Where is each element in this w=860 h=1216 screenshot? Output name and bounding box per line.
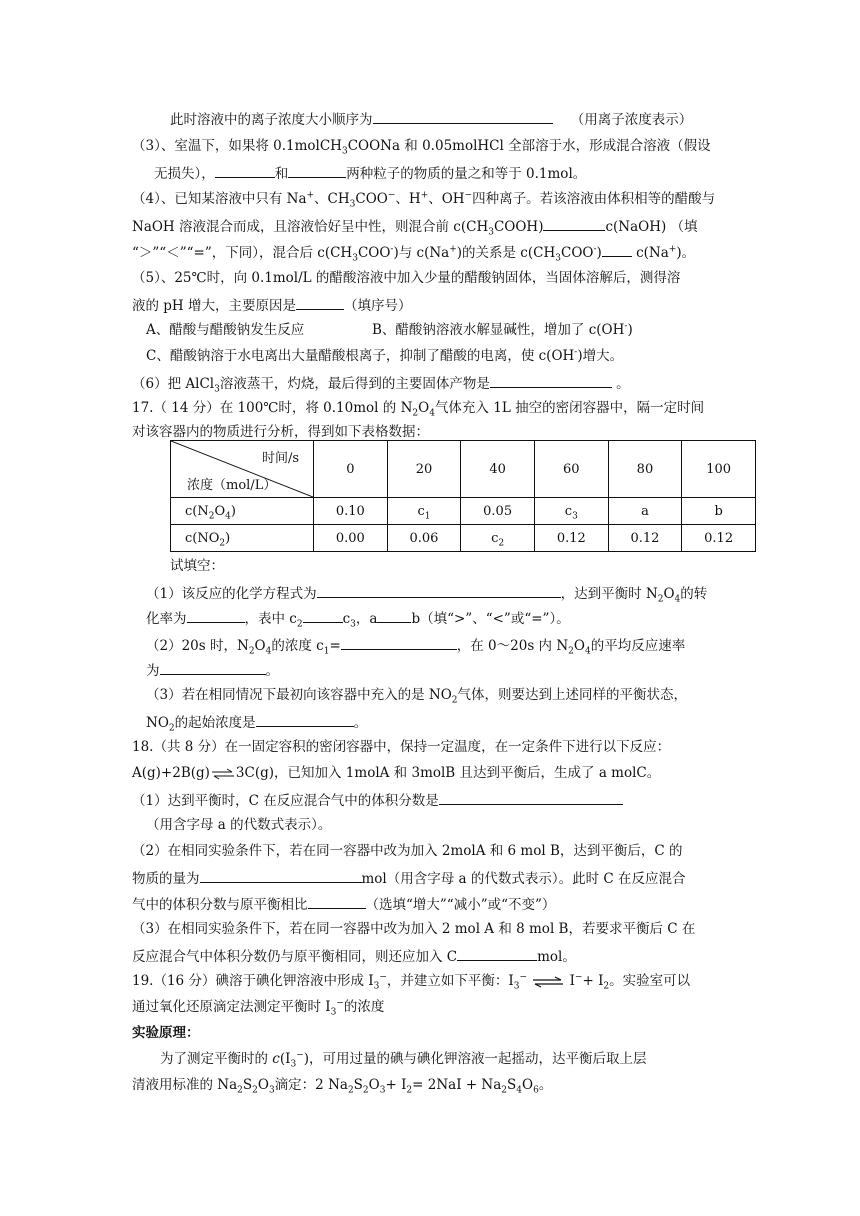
problem-17-line1 (132, 398, 704, 418)
q18-2-line1 (132, 841, 683, 861)
subscript: 2 (568, 646, 574, 657)
superscript: − (379, 972, 387, 983)
equilibrium-arrow-icon (531, 976, 565, 988)
subscript: 4 (429, 408, 435, 419)
subscript: 3 (349, 199, 356, 210)
answer-blank[interactable] (317, 582, 561, 598)
text: 为了测定平衡时的 (160, 1051, 273, 1067)
table-cell: 0.06 (387, 525, 461, 552)
subscript: 4 (225, 511, 231, 522)
text: mol。 (537, 949, 576, 965)
question-4-line1 (132, 189, 715, 209)
subscript: 2 (248, 646, 255, 657)
text: 滴定：2 Na (274, 1077, 348, 1093)
text: = 2NaI + Na (412, 1077, 502, 1093)
superscript: + (668, 244, 677, 255)
text: ) (596, 245, 602, 261)
text: 气体充入 1L 抽空的密闭容器中，隔一定时间 (434, 400, 705, 416)
subscript: 3 (513, 981, 520, 992)
text: b（填“>”、“<”或“=”）。 (411, 611, 570, 627)
text: （1）达到平衡时，C 在反应混合气中的体积分数是 (132, 793, 439, 809)
text: ，a (355, 611, 378, 627)
superscript: − (336, 998, 344, 1009)
q18-3-line1 (132, 919, 695, 939)
q18-2-line2 (132, 867, 686, 889)
text: （2）在相同实验条件下，若在同一容器中改为加入 2molA 和 6 mol B，达到平衡后，C 的 (132, 843, 683, 859)
principle-line1 (160, 1049, 647, 1069)
table-cell: $c_1$ (387, 498, 461, 525)
subscript: 3 (373, 981, 380, 992)
subscript: 3 (330, 1007, 337, 1018)
subscript: 2 (412, 408, 419, 419)
text: 反应混合气中体积分数仍与原平衡相同，则还应加入 C (132, 949, 458, 965)
question-5-line1 (132, 268, 680, 288)
text: 3C(g)，已知加入 1molA 和 3molB 且达到平衡后，生成了 a molC。 (235, 765, 661, 781)
subscript: 2 (603, 981, 610, 992)
text: mol（用含字母 a 的代数式表示）。此时 C 在反应混合 (361, 871, 686, 887)
problem-18-line2 (132, 763, 660, 783)
text: 和 (274, 166, 289, 182)
text: 四种离子。若该溶液由体积相等的醋酸与 (472, 191, 716, 207)
text: 无损失）， (154, 166, 215, 182)
text: S (353, 1077, 363, 1093)
option-b (372, 320, 633, 340)
corner-time-label: 时间/s (261, 451, 299, 466)
answer-blank[interactable] (303, 607, 343, 623)
subscript: 2 (406, 1085, 413, 1096)
text: ，在 0～20s 内 N (456, 638, 569, 654)
text: “＞”“＜”“=”，下同），混合后 c(CH (132, 245, 353, 261)
text: （6）把 AlCl (132, 376, 215, 392)
text: )与 c(Na (393, 245, 450, 261)
subscript: 3 (555, 253, 561, 264)
subscript: 2 (168, 723, 175, 734)
time-header: 100 (682, 441, 756, 498)
text: （5）、25℃时，向 0.1mol/L 的醋酸溶液中加入少量的醋酸钠固体，当固体溶解后，测得溶 (132, 270, 681, 286)
text: 。 (616, 376, 630, 392)
answer-blank[interactable] (256, 711, 354, 727)
text: 气中的体积分数与原平衡相比 (132, 897, 308, 913)
text: ) (230, 503, 236, 519)
text: 溶液蒸干，灼烧，最后得到的主要固体产物是 (219, 376, 490, 392)
text: A(g)+2B(g) (132, 765, 210, 781)
text: （2）20s 时，N (146, 638, 249, 654)
text: COO (357, 245, 391, 261)
text: ，达到平衡时 N (560, 586, 658, 602)
text: O (214, 503, 226, 519)
time-header: 0 (314, 441, 388, 498)
text: NaOH 溶液混合而成，且溶液恰好呈中性，则混合前 c(CH (132, 219, 489, 235)
subscript: 2 (501, 1085, 508, 1096)
superscript: - (390, 244, 394, 255)
principle-line2 (132, 1075, 552, 1095)
text: 的浓度 c (271, 638, 324, 654)
subscript: 3 (352, 253, 358, 264)
q17-1-line2 (146, 607, 570, 629)
text: 的起始浓度是 (174, 715, 256, 731)
text: 。 (265, 663, 279, 679)
text: ) (225, 530, 231, 546)
text: COO (355, 191, 388, 207)
row-label-no2 (171, 525, 314, 552)
text: + I (582, 973, 604, 989)
q18-1-line2 (146, 815, 331, 835)
option-a (146, 320, 304, 340)
subscript: 2 (498, 538, 505, 549)
question-4-line3 (132, 241, 695, 263)
subscript: 2 (219, 538, 226, 549)
superscript: − (464, 190, 473, 201)
text: 此时溶液中的离子浓度大小顺序为 (170, 112, 373, 128)
subscript: 6 (533, 1085, 539, 1096)
text: 化率为 (146, 611, 187, 627)
text: （选填“增大”“减小”或“不变”） (365, 897, 556, 913)
corner-conc-label: 浓度（mol/L） (187, 478, 277, 493)
q2-continuation (170, 108, 692, 130)
text: = (329, 638, 341, 654)
text: 物质的量为 (132, 871, 200, 887)
table-row (171, 525, 756, 552)
text: 的转 (680, 586, 708, 602)
subscript: 3 (341, 146, 348, 157)
text: (I (279, 1051, 291, 1067)
text: O (573, 638, 585, 654)
table-cell: a (608, 498, 682, 525)
table-row (171, 498, 756, 525)
time-header: 60 (534, 441, 608, 498)
subscript: 4 (584, 646, 591, 657)
text: c(NaOH) （填 (605, 219, 698, 235)
question-6 (132, 372, 630, 394)
row-label-n2o4 (171, 498, 314, 525)
text: c(N (185, 503, 209, 519)
text: S (242, 1077, 253, 1093)
subscript: 3 (572, 511, 578, 522)
subscript: 3 (350, 619, 356, 630)
text: （4）、已知某溶液中只有 Na (132, 191, 307, 207)
subscript: 3 (379, 1085, 386, 1096)
text: 、CH (314, 191, 350, 207)
problem-17-line2 (132, 422, 429, 442)
subscript: 1 (424, 511, 431, 522)
time-header: 40 (461, 441, 535, 498)
subscript: 2 (347, 1085, 354, 1096)
table-cell: 0.12 (534, 525, 608, 552)
answer-blank[interactable] (296, 294, 344, 310)
text: O (418, 400, 430, 416)
subscript: 2 (451, 695, 458, 706)
text: COO (560, 245, 594, 261)
text: 、H (395, 191, 421, 207)
subscript: 2 (208, 511, 215, 522)
try-fill (170, 556, 224, 576)
subscript: 2 (657, 594, 664, 605)
text: 18.（共 8 分）在一固定容积的密闭容器中，保持一定温度，在一定条件下进行以下反应： (132, 739, 671, 755)
superscript: - (624, 321, 628, 332)
table-header-row (171, 441, 756, 498)
table-cell: $c_2$ (461, 525, 535, 552)
text: B、醋酸钠溶液水解显碱性，增加了 c(OH (372, 322, 625, 338)
subscript: 3 (214, 384, 220, 395)
superscript: − (519, 972, 527, 983)
subscript: 4 (516, 1085, 523, 1096)
text: （用离子浓度表示） (570, 112, 693, 128)
option-c (146, 346, 623, 366)
text: 为 (146, 663, 160, 679)
superscript: − (296, 1050, 304, 1061)
table-cell: 0.05 (461, 498, 535, 525)
superscript: - (574, 347, 578, 358)
text: O (254, 638, 266, 654)
subscript: 2 (237, 1085, 243, 1096)
text: ，表中 c (244, 611, 297, 627)
text: C、醋酸钠溶于水电离出大量醋酸根离子，抑制了醋酸的电离，使 c(OH (146, 348, 575, 364)
text: c(Na (636, 245, 669, 261)
text: O (663, 586, 675, 602)
text: c (342, 611, 351, 627)
answer-blank[interactable] (200, 867, 362, 883)
superscript: + (420, 190, 429, 201)
q18-1-line1 (132, 789, 623, 811)
text: c (272, 1051, 280, 1067)
text: 。实验室可以 (609, 973, 691, 989)
text: NO (146, 715, 169, 731)
text: A、醋酸与醋酸钠发生反应 (146, 322, 305, 338)
superscript: + (449, 244, 457, 255)
text: )。 (676, 245, 696, 261)
text: ) (627, 322, 633, 338)
text: 的浓度 (343, 999, 385, 1015)
table-cell: 0.12 (608, 525, 682, 552)
text: ，并建立如下平衡：I (386, 973, 514, 989)
answer-blank[interactable] (288, 162, 346, 178)
table-corner-cell (171, 441, 314, 498)
text: 。 (353, 715, 368, 731)
answer-blank[interactable] (439, 789, 623, 805)
text: 试填空： (170, 558, 224, 574)
superscript: + (306, 190, 315, 201)
text: （填序号） (344, 298, 412, 314)
text: 液的 pH 增大，主要原因是 (132, 298, 296, 314)
answer-blank[interactable] (373, 108, 553, 124)
subscript: 4 (265, 646, 272, 657)
text: 通过氧化还原滴定法测定平衡时 I (132, 999, 331, 1015)
table-cell: 0.10 (314, 498, 388, 525)
text: COOH) (493, 219, 544, 235)
text: 气体，则要达到上述同样的平衡状态， (457, 687, 687, 703)
answer-blank[interactable] (160, 659, 266, 675)
text: （3）、室温下，如果将 0.1molCH (132, 138, 342, 154)
problem-19-line1 (132, 971, 690, 991)
q18-3-line2 (132, 945, 576, 967)
concentration-table (170, 440, 756, 552)
text: 的平均反应速率 (590, 638, 686, 654)
q17-1-line1 (146, 582, 707, 604)
question-3-line2 (154, 162, 586, 184)
text: O (257, 1077, 269, 1093)
question-3-line1 (132, 136, 711, 156)
subscript: 2 (296, 619, 303, 630)
problem-18-line1 (132, 737, 670, 757)
q18-2-line3 (132, 893, 555, 915)
question-5-line2 (132, 294, 412, 316)
text: O (522, 1077, 534, 1093)
superscript: − (574, 972, 583, 983)
section-heading (132, 1023, 200, 1043)
subscript: 1 (323, 646, 330, 657)
text: I (569, 973, 575, 989)
problem-19-line2 (132, 997, 384, 1017)
text: （3）若在相同情况下最初向该容器中充入的是 NO (146, 687, 452, 703)
text: 清液用标准的 Na (132, 1077, 238, 1093)
subscript: 3 (488, 227, 494, 238)
q17-2-line1 (146, 634, 685, 656)
answer-blank[interactable] (377, 607, 411, 623)
table-cell: 0.00 (314, 525, 388, 552)
answer-blank[interactable] (457, 945, 537, 961)
subscript: 2 (362, 1085, 369, 1096)
text: )增大。 (577, 348, 624, 364)
text: + I (385, 1077, 407, 1093)
subscript: 3 (268, 1085, 275, 1096)
question-4-line2 (132, 215, 698, 237)
answer-blank[interactable] (490, 372, 612, 388)
table-cell: 0.12 (682, 525, 756, 552)
text: 、OH (428, 191, 465, 207)
answer-blank[interactable] (308, 893, 366, 909)
subscript: 2 (252, 1085, 258, 1096)
text: 17.（ 14 分）在 100℃时，将 0.10mol 的 N (132, 400, 413, 416)
text: )，可用过量的碘与碘化钾溶液一起摇动，达平衡后取上层 (303, 1051, 647, 1067)
text: S (507, 1077, 517, 1093)
text: COONa 和 0.05molHCl 全部溶于水，形成混合溶液（假设 (347, 138, 711, 154)
q17-3-line1 (146, 685, 687, 705)
text: O (368, 1077, 380, 1093)
answer-blank[interactable] (602, 241, 632, 257)
table-cell: $c_3$ (534, 498, 608, 525)
text: 对该容器内的物质进行分析，得到如下表格数据： (132, 424, 429, 440)
text: 19.（16 分）碘溶于碘化钾溶液中形成 I (132, 973, 374, 989)
text: （用含字母 a 的代数式表示）。 (146, 817, 332, 833)
time-header: 80 (608, 441, 682, 498)
subscript: 3 (290, 1059, 297, 1070)
superscript: − (387, 190, 396, 201)
subscript: 4 (674, 594, 681, 605)
time-header: 20 (387, 441, 461, 498)
equilibrium-arrow-icon (210, 768, 236, 780)
text: c(NO (185, 530, 220, 546)
text: 实验原理： (132, 1025, 200, 1041)
superscript: - (593, 244, 597, 255)
text: )的关系是 c(CH (456, 245, 556, 261)
answer-blank[interactable] (543, 215, 605, 231)
text: （1）该反应的化学方程式为 (146, 586, 317, 602)
q17-2-line2 (146, 659, 279, 681)
answer-blank[interactable] (215, 162, 275, 178)
q17-3-line2 (146, 711, 367, 733)
table-cell: b (682, 498, 756, 525)
text: 两种粒子的物质的量之和等于 0.1mol。 (346, 166, 587, 182)
answer-blank[interactable] (187, 607, 245, 623)
text: 。 (538, 1077, 553, 1093)
answer-blank[interactable] (341, 634, 457, 650)
text: （3）在相同实验条件下，若在同一容器中改为加入 2 mol A 和 8 mol B，若要求平衡后 C 在 (132, 921, 696, 937)
